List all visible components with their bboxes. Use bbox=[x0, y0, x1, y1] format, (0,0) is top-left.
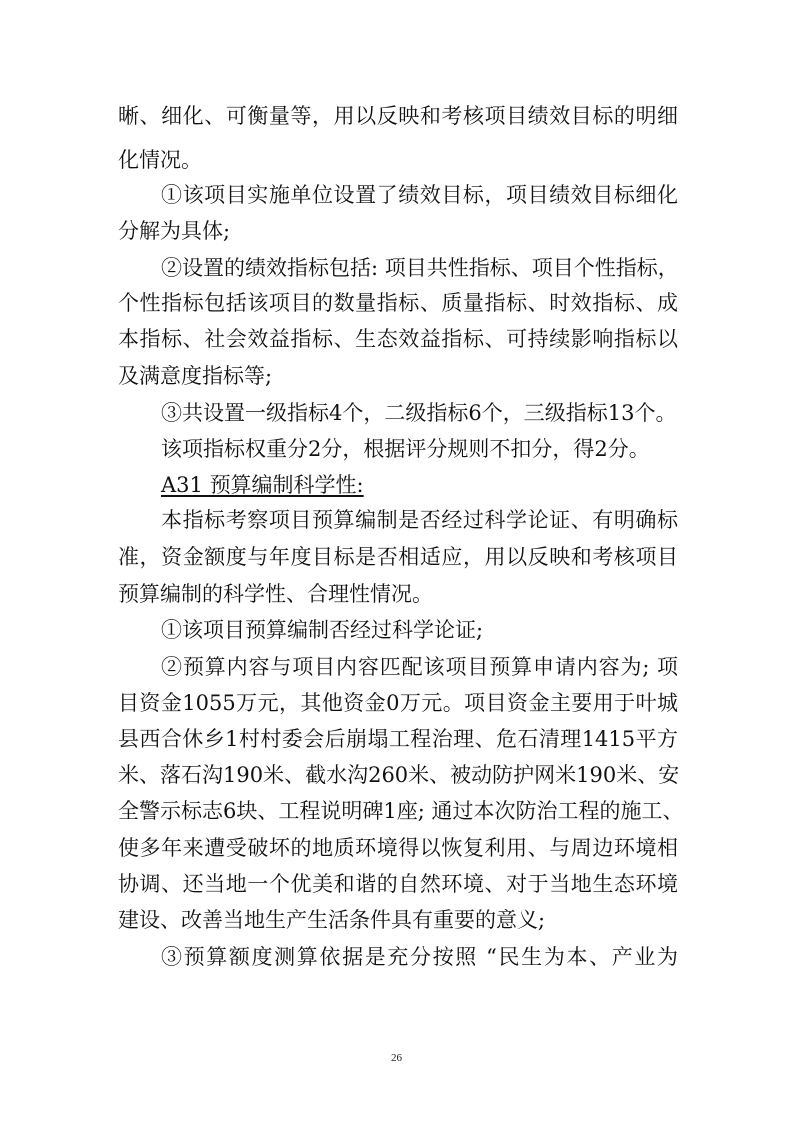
body-text-line: 米、落石沟190米、截水沟260米、被动防护网米190米、安 bbox=[118, 763, 680, 787]
body-text-line: 目资金1055万元，其他资金0万元。项目资金主要用于叶城 bbox=[118, 691, 678, 715]
list-item-3: ③共设置一级指标4个，二级指标6个，三级指标13个。 bbox=[161, 401, 677, 425]
list-item-3: ③预算额度测算依据是充分按照 “民生为本、产业为 bbox=[161, 945, 678, 969]
section-heading: A31 预算编制科学性: bbox=[161, 473, 364, 497]
body-text-line: 使多年来遭受破坏的地质环境得以恢复利用、与周边环境相 bbox=[118, 836, 678, 860]
body-text-line: 全警示标志6块、工程说明碑1座; 通过本次防治工程的施工、 bbox=[118, 799, 684, 823]
body-text-line: 县西合休乡1村村委会后崩塌工程治理、危石清理1415平方 bbox=[118, 727, 678, 751]
score-statement: 该项指标权重分2分，根据评分规则不扣分，得2分。 bbox=[161, 437, 650, 461]
list-item-2: ②设置的绩效指标包括: 项目共性指标、项目个性指标， bbox=[161, 256, 679, 280]
page-number: 26 bbox=[391, 1052, 402, 1064]
body-text-line: 本指标考察项目预算编制是否经过科学论证、有明确标 bbox=[161, 508, 678, 532]
body-text-line: 晰、细化、可衡量等，用以反映和考核项目绩效目标的明细 bbox=[118, 104, 678, 128]
list-item-2: ②预算内容与项目内容匹配该项目预算申请内容为; 项 bbox=[161, 655, 678, 679]
body-text-line: 分解为具体; bbox=[118, 219, 231, 243]
body-text-line: 准，资金额度与年度目标是否相适应，用以反映和考核项目 bbox=[118, 545, 678, 569]
body-text-line: 化情况。 bbox=[118, 148, 202, 172]
body-text-line: 个性指标包括该项目的数量指标、质量指标、时效指标、成 bbox=[118, 291, 678, 315]
body-text-line: 及满意度指标等; bbox=[118, 364, 273, 388]
body-text-line: 建设、改善当地生产生活条件具有重要的意义; bbox=[118, 908, 546, 932]
body-text-line: 本指标、社会效益指标、生态效益指标、可持续影响指标以 bbox=[118, 327, 678, 351]
list-item-1: ①该项目预算编制否经过科学论证; bbox=[161, 618, 484, 642]
body-text-line: 预算编制的科学性、合理性情况。 bbox=[118, 582, 433, 606]
list-item-1: ①该项目实施单位设置了绩效目标，项目绩效目标细化 bbox=[161, 183, 678, 207]
body-text-line: 协调、还当地一个优美和谐的自然环境、对于当地生态环境 bbox=[118, 872, 678, 896]
